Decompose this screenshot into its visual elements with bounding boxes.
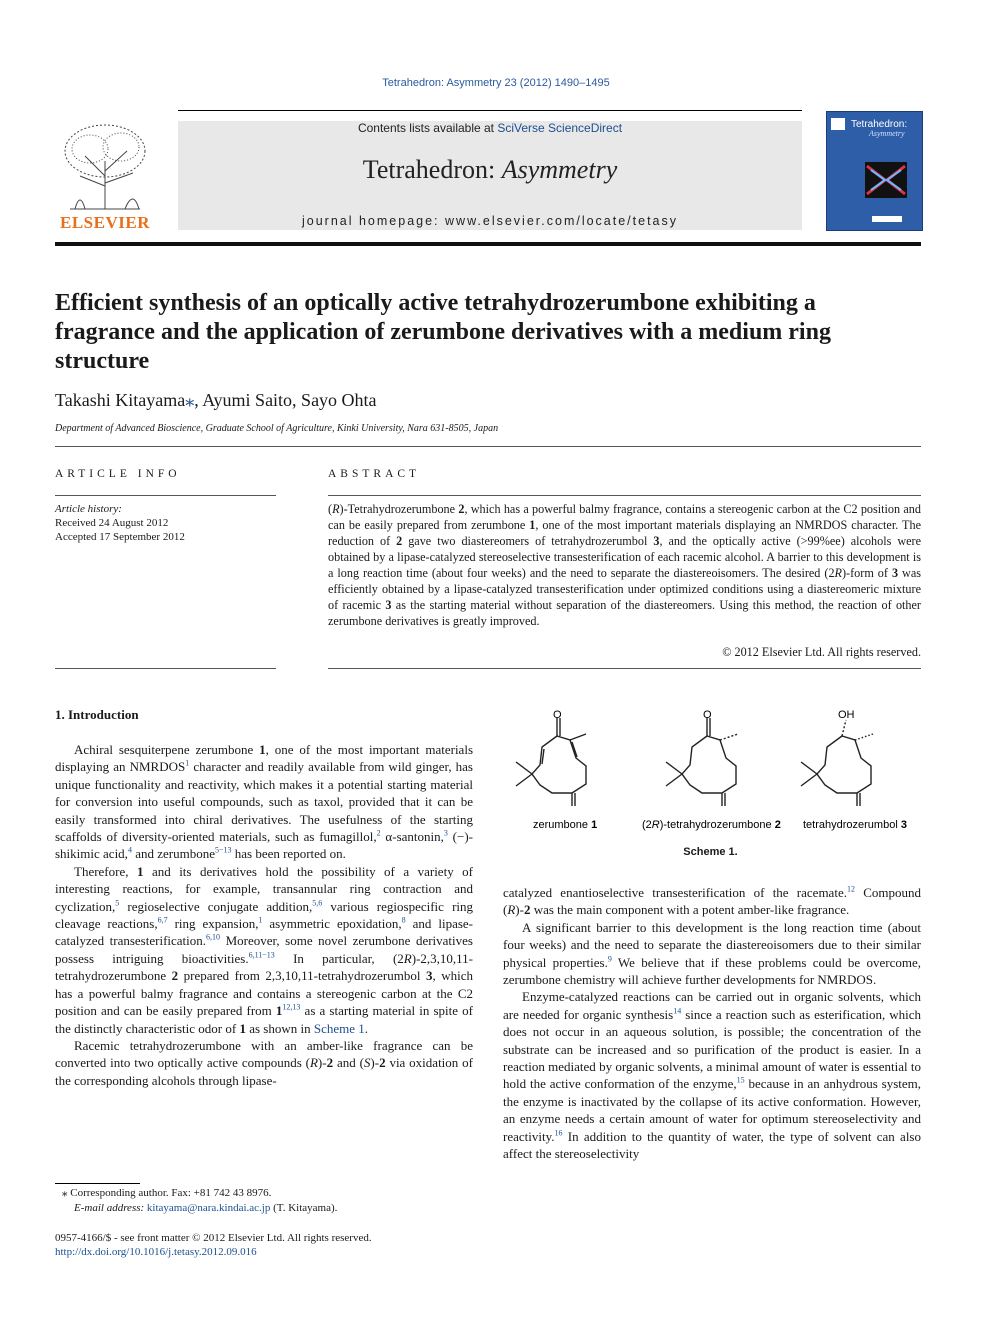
info-rule-bottom: [55, 668, 276, 669]
received-date: Received 24 August 2012: [55, 517, 169, 529]
scheme-caption: Scheme 1.: [683, 846, 738, 858]
atom-label: O: [703, 709, 712, 721]
cover-title: Tetrahedron:: [851, 119, 908, 130]
abstract-heading: ABSTRACT: [328, 468, 421, 480]
abstract-copyright: © 2012 Elsevier Ltd. All rights reserved.: [722, 645, 921, 659]
email-label: E-mail address:: [74, 1202, 147, 1214]
sciencedirect-link[interactable]: SciVerse ScienceDirect: [497, 121, 623, 135]
elsevier-logo: [55, 121, 155, 231]
contents-line: [178, 121, 802, 135]
intro-paragraph: Therefore, 1 and its derivatives hold the possibility of a variety of interesting reactions, for example, transannular ring contraction and cyclization,$^5$ regioselective conjugate addition,$^{5,6}$ various regiospecific ring cleavage reactions,$^{6,7}$ ring expansion,$^1$ asymmetric epoxidation,$^8$ and lipase-catalyzed transesterification.$^{6,10}$ Moreover, some novel zerumbone derivatives possess intriguing bioactivities.$^{6,11-13}$ In particular, (2R)-2,3,10,11-tetrahydrozerumbone 2 prepared from 2,3,10,11-tetrahydrozerumbol 3, which has a powerful balmy fragrance and contains a stereogenic carbon at the C2 position and can be easily prepared from 1$^{12,13}$ as a starting material in spite of the distinctly characteristic odor of 1 as shown in Scheme 1.: [55, 863, 474, 1036]
email-suffix: (T. Kitayama).: [270, 1202, 338, 1214]
cover-art-icon: [827, 112, 922, 230]
journal-homepage: [178, 214, 802, 228]
corresponding-author-mark[interactable]: ⁎: [185, 390, 195, 410]
doi-link[interactable]: http://dx.doi.org/10.1016/j.tetasy.2012.09.016: [55, 1246, 257, 1258]
article-title: Efficient synthesis of an optically active tetrahydrozerumbone exhibiting a fragrance and the application of zerumbone derivatives with a medium ring structure: [55, 290, 831, 374]
intro-paragraph: Racemic tetrahydrozerumbone with an amber-like fragrance can be converted into two optically active compounds (R)-2 and (S)-2 via oxidation of the corresponding alcohols through lipase-: [55, 1037, 473, 1088]
abstract-rule-bottom: [328, 668, 921, 669]
journal-name: [178, 155, 802, 185]
footnote-rule: [55, 1183, 140, 1184]
author-names-rest: , Ayumi Saito, Sayo Ohta: [194, 390, 377, 410]
issn-line: 0957-4166/$ - see front matter © 2012 Elsevier Ltd. All rights reserved.: [55, 1232, 372, 1244]
tetrahydrozerumbone-structure: [666, 718, 738, 806]
abstract-text: (R)-Tetrahydrozerumbone 2, which has a powerful balmy fragrance, contains a stereogenic carbon at the C2 position and can be easily prepared from zerumbone 1, one of the most important materials displaying an NMRDOS character. The reduction of 2 gave two diastereomers of tetrahydrozerumbol 3, and the optically active (>99%ee) alcohols were obtained by a lipase-catalyzed stereoselective transesterification of each racemic alcohol. A barrier to this development is a long reaction time (about four weeks) and the need to separate the diastereoisomers. The desired (2R)-form of 3 was efficiently obtained by a lipase-catalyzed transesterification under optimized conditions using a diastereomeric mixture of racemic 3 as the starting material without separation of the diastereomers. Using this method, the reaction of other zerumbone derivatives is greatly improved.: [328, 502, 921, 628]
compound-label-1: zerumbone 1: [533, 819, 598, 831]
elsevier-tree-icon: [55, 121, 155, 213]
intro-paragraph: Enzyme-catalyzed reactions can be carried out in organic solvents, which are needed for organic synthesis$^{14}$ since a reaction such as esterification, which does not occur in an aqueous solution, is possible; the concentration of the substrate can be increased and so purification of the product is easier. In a reaction mediated by organic solvents, a minimal amount of water is essential to hold the active conformation of the enzyme,$^{15}$ because in an anhydrous system, the enzyme is inactivated by the collapse of its active conformation. However, an enzyme needs a certain amount of water for optimum stereoselectivity and reactivity.$^{16}$ In addition to the quantity of water, the type of solvent can also affect the stereoselectivity: [503, 989, 921, 1162]
history-label: Article history:: [55, 503, 122, 515]
introduction-heading: 1. Introduction: [55, 707, 139, 722]
atom-label: O: [553, 709, 562, 721]
intro-left-column: [55, 741, 473, 1089]
publisher-name: ELSEVIER: [60, 213, 150, 232]
info-rule-top: [55, 495, 276, 496]
corresponding-note: ⁎ Corresponding author. Fax: +81 742 43 8976.: [62, 1187, 272, 1199]
footnote: [55, 1186, 337, 1216]
article-history: [55, 502, 185, 544]
header-thick-rule: [55, 242, 921, 246]
affiliation-rule: [55, 446, 921, 447]
cover-subtitle: Asymmetry: [869, 129, 905, 138]
intro-paragraph: Achiral sesquiterpene zerumbone 1, one of the most important materials displaying an NMRDOS$^1$ character and readily available from wild ginger, has unique functionality and reactivity, which makes it a potential starting material for conversion into useful compounds, such as taxol, provided that it can be easily transformed into chiral derivatives. The usefulness of the starting scaffolds of diversity-oriented materials, such as fumagillol,$^2$ α-santonin,$^3$ (−)-shikimic acid,$^4$ and zerumbone$^{5-13}$ has been reported on.: [55, 742, 473, 862]
article-info-heading: ARTICLE INFO: [55, 468, 181, 480]
abstract-rule-top: [328, 495, 921, 496]
author-name: Takashi Kitayama: [55, 390, 186, 410]
journal-banner: [178, 121, 802, 230]
email-link[interactable]: kitayama@nara.kindai.ac.jp: [146, 1202, 271, 1214]
tetrahydrozerumbol-structure: [801, 720, 873, 806]
intro-right-column: [503, 884, 921, 1163]
journal-name-italic: Asymmetry: [501, 155, 618, 184]
header-rule: [178, 110, 802, 111]
journal-citation: Tetrahedron: Asymmetry 23 (2012) 1490–1495: [382, 77, 610, 89]
zerumbone-structure: [516, 718, 586, 806]
compound-label-2: (2R)-tetrahydrozerumbone 2: [642, 819, 781, 831]
intro-paragraph: catalyzed enantioselective transesterification of the racemate.$^{12}$ Compound (R)-2 was the main component with a potent amber-like fragrance.: [503, 884, 921, 918]
atom-label: OH: [838, 709, 855, 721]
journal-cover: [826, 111, 923, 231]
compound-label-3: tetrahydrozerumbol 3: [803, 819, 907, 831]
homepage-prefix: journal homepage:: [301, 214, 446, 228]
bottom-info: [55, 1231, 372, 1259]
author-list: [55, 390, 377, 411]
accepted-date: Accepted 17 September 2012: [55, 531, 185, 543]
intro-paragraph: A significant barrier to this development is the long reaction time (about four weeks) and the need to separate the diastereoisomers due to their similar physical properties.$^9$ We believe that if these problems could be overcome, zerumbone chemistry will achieve further developments for NMRDOS.: [503, 919, 921, 988]
journal-name-part: Tetrahedron:: [362, 155, 502, 184]
email-note: [55, 1201, 337, 1216]
affiliation: Department of Advanced Bioscience, Graduate School of Agriculture, Kinki University, Nara 631-8505, Japan: [55, 423, 499, 434]
homepage-url[interactable]: www.elsevier.com/locate/tetasy: [445, 214, 679, 228]
scheme-1-structures: [500, 702, 921, 842]
contents-prefix: Contents lists available at: [357, 121, 498, 135]
